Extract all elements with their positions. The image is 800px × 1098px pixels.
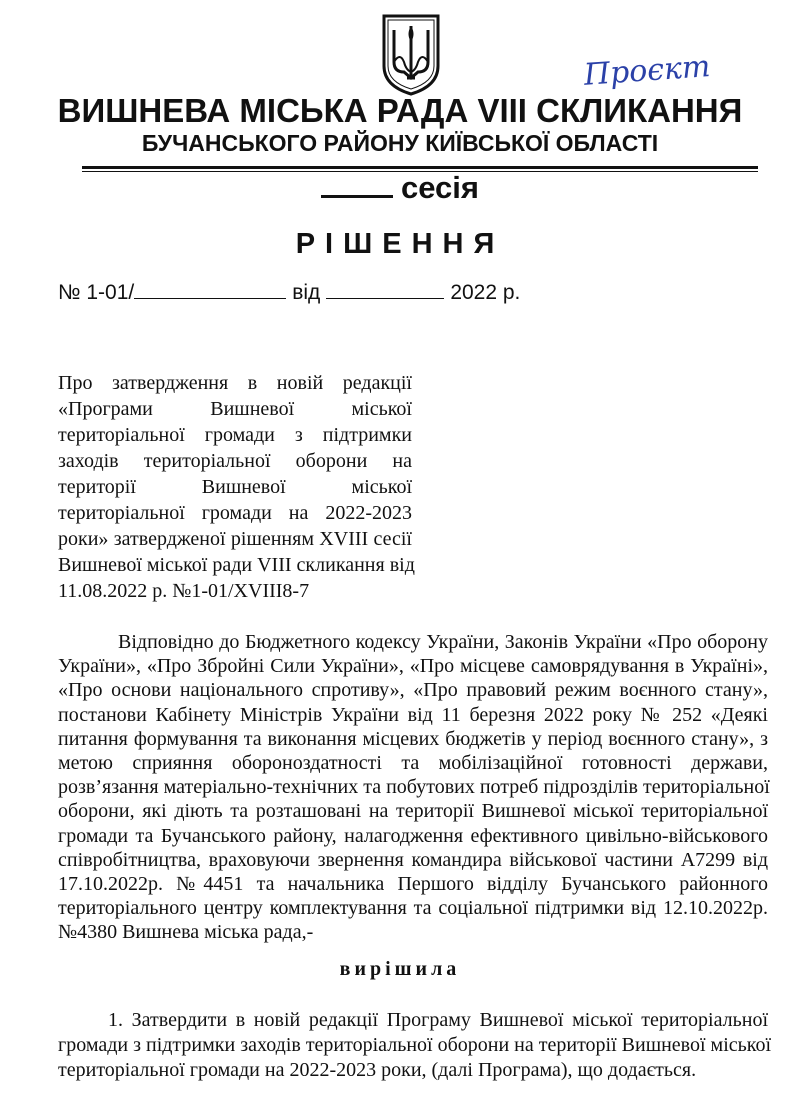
preamble-line: постанови Кабінету Міністрів України від 11 березня 2022 року № 252 «Деякі (58, 703, 768, 726)
council-title: ВИШНЕВА МІСЬКА РАДА VIII СКЛИКАННЯ (57, 92, 743, 129)
subject-line: 11.08.2022 р. №1-01/XVIII8-7 (58, 580, 310, 602)
year-label: 2022 р. (450, 281, 521, 304)
preamble-line: Відповідно до Бюджетного кодексу України, Законів України «Про оборону (118, 631, 768, 653)
preamble-line: «Про основи національного спротиву», «Про правовий режим воєнного стану», (58, 679, 768, 702)
preamble-line: №4380 Вишнева міська рада,- (58, 921, 314, 944)
item-line: 1. Затвердити в новій редакції Програму Вишневої міської територіальної (108, 1009, 768, 1031)
subject-line: території Вишневої міської (58, 476, 412, 498)
resolved-heading: вирішила (339, 958, 461, 980)
resolution-item-1 (58, 1008, 772, 1083)
subject-line: Вишневої міської ради VIII скликання від (58, 554, 415, 576)
preamble-line: оборони, які діють та розташовані на території Вишневої міської територіальної (58, 800, 768, 823)
item-line: громади з підтримки заходів територіальної оборони на території Вишневої міської (58, 1034, 772, 1056)
preamble-line: громади та Бучанського району, налагодження ефективного цивільно-військового (58, 824, 768, 847)
subject-line: «Програми Вишневої міської (58, 398, 412, 420)
number-prefix: № 1-01/ (58, 281, 135, 304)
subject-line: територіальної громади на 2022-2023 (58, 502, 412, 524)
subject-line: Про затвердження в новій редакції (58, 372, 412, 394)
decision-subject (58, 370, 415, 604)
subject-line: заходів територіальної оборони на (58, 450, 412, 472)
number-blank (134, 280, 286, 299)
preamble-line: територіального центру комплектування та соціальної підтримки від 12.10.2022р. (58, 897, 768, 920)
draft-stamp: Проєкт (582, 49, 712, 93)
item-line: територіальної громади на 2022-2023 роки, (далі Програма), що додається. (58, 1059, 697, 1081)
decision-number-line (58, 280, 520, 305)
preamble-line: розв’язання матеріально-технічних та побутових потреб підрозділів територіальної (58, 776, 770, 799)
subject-line: роки» затвердженої рішенням XVIII сесії (58, 528, 412, 550)
subject-line: територіальної громади з підтримки (58, 424, 412, 446)
preamble-line: метою сприяння обороноздатності та мобілізаційної готовності держави, (58, 751, 768, 774)
decision-title: РІШЕННЯ (295, 228, 505, 260)
header-divider-thick (82, 166, 758, 169)
session-label: сесія (400, 170, 479, 205)
from-label: від (292, 281, 321, 304)
preamble-line: співробітництва, враховуючи звернення командира військової частини А7299 від (58, 848, 768, 871)
preamble-line: України», «Про Збройні Сили України», «Про місцеве самоврядування в Україні», (58, 655, 768, 678)
session-number-blank (321, 171, 393, 198)
date-blank (326, 280, 444, 299)
trident-coat-of-arms-icon (380, 12, 442, 96)
preamble-paragraph (58, 630, 768, 944)
session-line (0, 170, 800, 206)
council-subtitle: БУЧАНСЬКОГО РАЙОНУ КИЇВСЬКОЇ ОБЛАСТІ (141, 130, 659, 156)
preamble-line: питання формування та виконання місцевих бюджетів у період воєнного стану», з (58, 727, 768, 750)
preamble-line: 17.10.2022р. №4451 та начальника Першого відділу Бучанського районного (58, 872, 768, 895)
